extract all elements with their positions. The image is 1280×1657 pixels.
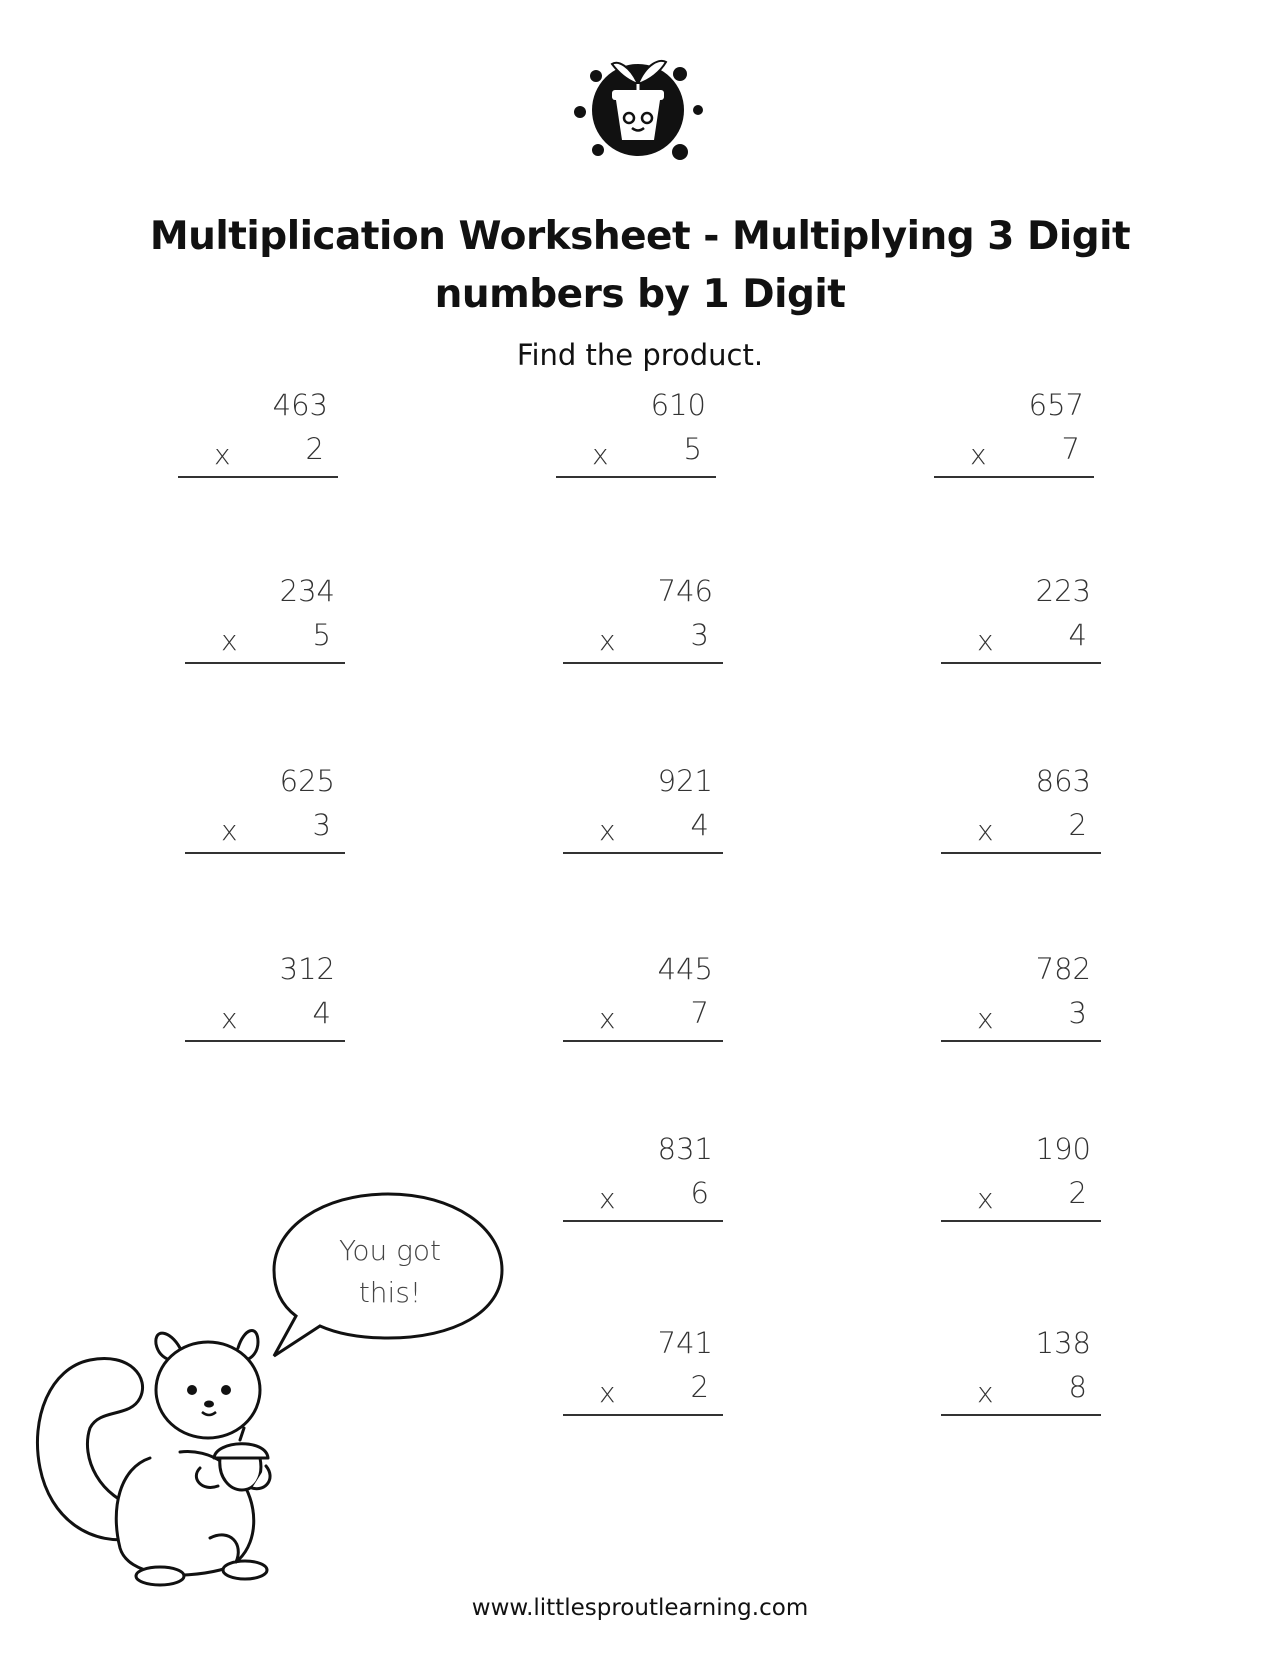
multiplicand: 312 xyxy=(279,952,335,986)
multiplicand: 657 xyxy=(1028,388,1084,422)
problem-13 xyxy=(563,1132,723,1222)
sprout-pot-logo-icon xyxy=(568,48,708,168)
answer-line xyxy=(941,1220,1101,1222)
times-sign: x xyxy=(221,624,238,657)
multiplier: 2 xyxy=(690,1370,709,1404)
speech-bubble-text xyxy=(290,1230,490,1314)
answer-line xyxy=(941,662,1101,664)
problem-12 xyxy=(941,952,1101,1042)
problem-5 xyxy=(563,574,723,664)
times-sign: x xyxy=(592,438,609,471)
multiplier: 2 xyxy=(1068,1176,1087,1210)
multiplier: 2 xyxy=(305,432,324,466)
problem-3 xyxy=(934,388,1094,478)
times-sign: x xyxy=(599,1002,616,1035)
multiplier: 3 xyxy=(690,618,709,652)
problem-2 xyxy=(556,388,716,478)
answer-line xyxy=(941,1414,1101,1416)
problem-4 xyxy=(185,574,345,664)
problem-6 xyxy=(941,574,1101,664)
answer-line xyxy=(563,1220,723,1222)
multiplier: 2 xyxy=(1068,808,1087,842)
multiplicand: 445 xyxy=(657,952,713,986)
answer-line xyxy=(563,1040,723,1042)
multiplicand: 831 xyxy=(657,1132,713,1166)
multiplier: 5 xyxy=(683,432,702,466)
problem-8 xyxy=(563,764,723,854)
answer-line xyxy=(563,852,723,854)
speech-line-2: this! xyxy=(358,1276,422,1309)
times-sign: x xyxy=(221,1002,238,1035)
multiplier: 3 xyxy=(1068,996,1087,1030)
problem-15 xyxy=(563,1326,723,1416)
instructions: Find the product. xyxy=(516,338,764,372)
times-sign: x xyxy=(599,814,616,847)
multiplier: 6 xyxy=(690,1176,709,1210)
answer-line xyxy=(941,1040,1101,1042)
multiplier: 8 xyxy=(1068,1370,1087,1404)
times-sign: x xyxy=(977,1182,994,1215)
problem-10 xyxy=(185,952,345,1042)
times-sign: x xyxy=(977,1376,994,1409)
speech-line-1: You got xyxy=(338,1234,442,1267)
multiplicand: 610 xyxy=(650,388,706,422)
multiplicand: 234 xyxy=(279,574,335,608)
multiplicand: 463 xyxy=(272,388,328,422)
multiplier: 4 xyxy=(1068,618,1087,652)
multiplier: 3 xyxy=(312,808,331,842)
answer-line xyxy=(185,852,345,854)
multiplicand: 223 xyxy=(1035,574,1091,608)
problem-7 xyxy=(185,764,345,854)
answer-line xyxy=(178,476,338,478)
multiplicand: 863 xyxy=(1035,764,1091,798)
multiplier: 5 xyxy=(312,618,331,652)
page-title xyxy=(0,208,1280,324)
multiplicand: 625 xyxy=(279,764,335,798)
answer-line xyxy=(185,1040,345,1042)
times-sign: x xyxy=(599,1182,616,1215)
multiplier: 7 xyxy=(690,996,709,1030)
times-sign: x xyxy=(977,1002,994,1035)
title-line-1: Multiplication Worksheet - Multiplying 3 Digit xyxy=(149,214,1131,259)
multiplier: 4 xyxy=(312,996,331,1030)
multiplicand: 921 xyxy=(657,764,713,798)
answer-line xyxy=(934,476,1094,478)
times-sign: x xyxy=(214,438,231,471)
times-sign: x xyxy=(970,438,987,471)
answer-line xyxy=(941,852,1101,854)
problem-9 xyxy=(941,764,1101,854)
times-sign: x xyxy=(221,814,238,847)
multiplier: 7 xyxy=(1061,432,1080,466)
title-line-2: numbers by 1 Digit xyxy=(434,272,846,317)
problem-11 xyxy=(563,952,723,1042)
multiplicand: 782 xyxy=(1035,952,1091,986)
answer-line xyxy=(563,662,723,664)
times-sign: x xyxy=(599,1376,616,1409)
problem-16 xyxy=(941,1326,1101,1416)
problem-14 xyxy=(941,1132,1101,1222)
multiplicand: 741 xyxy=(657,1326,713,1360)
times-sign: x xyxy=(977,814,994,847)
multiplicand: 746 xyxy=(657,574,713,608)
answer-line xyxy=(563,1414,723,1416)
problem-1 xyxy=(178,388,338,478)
times-sign: x xyxy=(599,624,616,657)
multiplicand: 138 xyxy=(1035,1326,1091,1360)
answer-line xyxy=(185,662,345,664)
multiplier: 4 xyxy=(690,808,709,842)
answer-line xyxy=(556,476,716,478)
footer-url: www.littlesproutlearning.com xyxy=(471,1595,809,1621)
multiplicand: 190 xyxy=(1035,1132,1091,1166)
times-sign: x xyxy=(977,624,994,657)
squirrel-icon xyxy=(30,1308,290,1588)
